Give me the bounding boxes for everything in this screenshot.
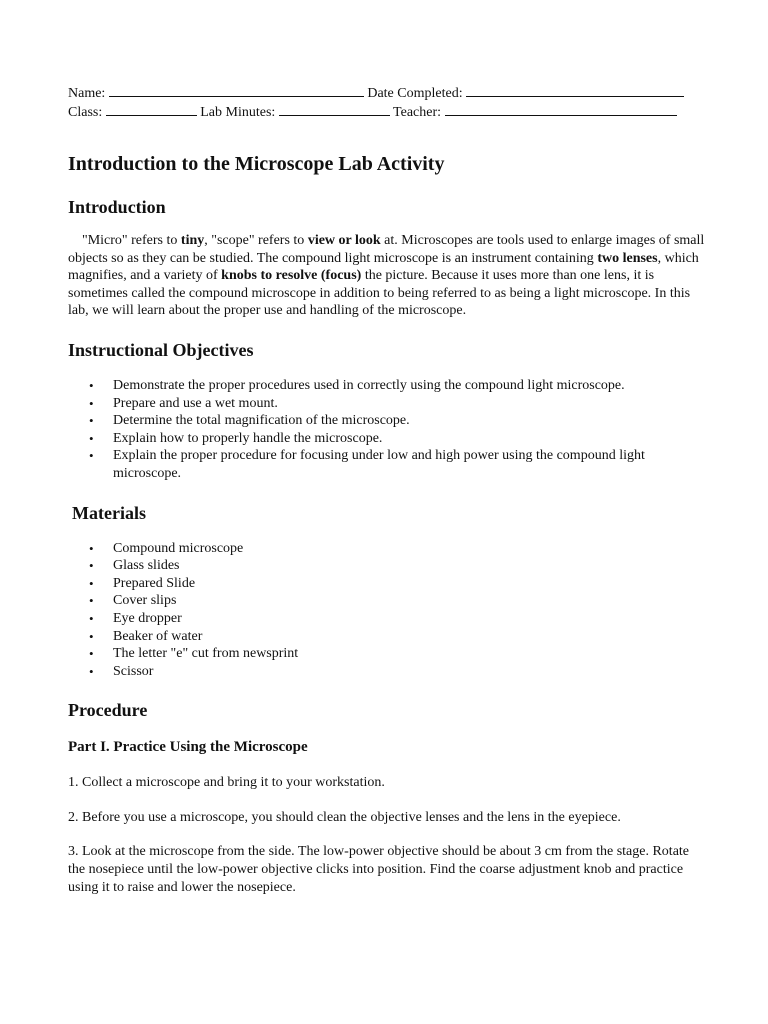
lab-minutes-label: Lab Minutes: [200, 105, 276, 120]
list-item: • Cover slips [68, 592, 708, 610]
list-item: • The letter "e" cut from newsprint [68, 645, 708, 663]
name-blank [109, 84, 364, 97]
introduction-heading: Introduction [68, 197, 166, 217]
procedure-step: 1. Collect a microscope and bring it to your workstation. [68, 775, 385, 791]
list-item: • Prepared Slide [68, 575, 708, 593]
class-label: Class: [68, 105, 103, 120]
header-line-1 [68, 84, 708, 103]
teacher-blank [445, 103, 677, 116]
part-1-heading: Part I. Practice Using the Microscope [68, 739, 308, 756]
list-item: • Scissor [68, 663, 708, 681]
teacher-label: Teacher: [393, 105, 442, 120]
list-item: • Explain the proper procedure for focusing under low and high power using the compound light microscope. [68, 447, 708, 482]
list-item: • Determine the total magnification of the microscope. [68, 412, 708, 430]
lab-minutes-blank [279, 103, 390, 116]
introduction-text-run: , which magnifies, and a variety of [68, 250, 699, 284]
introduction-bold-term: view or look [307, 233, 381, 248]
list-item: • Beaker of water [68, 628, 708, 646]
introduction-bold-term: tiny [180, 233, 205, 248]
document-content [68, 84, 708, 896]
introduction-bold-term: knobs to resolve (focus) [221, 268, 362, 284]
list-item: • Demonstrate the proper procedures used in correctly using the compound light microscope. [68, 377, 708, 395]
header-line-2 [68, 103, 708, 122]
list-item: • Explain how to properly handle the microscope. [68, 430, 708, 448]
introduction-text-run: at. Microscopes are tools used to enlarge images of small objects so as they can be studied. The compound light microscope is an instrument containing [68, 233, 705, 266]
name-label: Name: [68, 86, 106, 101]
objectives-list [68, 377, 708, 483]
date-completed-blank [466, 84, 684, 97]
objectives-heading: Instructional Objectives [68, 339, 254, 360]
materials-list [68, 540, 708, 681]
introduction-text-run: the picture. Because it uses more than one lens, it is sometimes called the compound microscope in addition to being referred to as being a light microscope. In this lab, we will learn about the proper use and handling of the microscope. [68, 268, 691, 319]
list-item: • Prepare and use a wet mount. [68, 395, 708, 413]
procedure-heading: Procedure [68, 700, 148, 721]
class-blank [106, 103, 197, 116]
list-item: • Eye dropper [68, 610, 708, 628]
page-title: Introduction to the Microscope Lab Activity [68, 153, 445, 175]
materials-heading: Materials [72, 502, 146, 523]
date-completed-label: Date Completed: [367, 86, 463, 101]
procedure-step: 3. Look at the microscope from the side. The low-power objective should be about 3 cm from the stage. Rotate the nosepiece until the low-power objective clicks into position. Find the coarse adjustment knob and practice using it to raise and lower the nosepiece. [68, 844, 690, 895]
introduction-bold-term: two lenses [597, 250, 658, 266]
introduction-text-run: , "scope" refers to [204, 233, 308, 248]
introduction-text-run: "Micro" refers to [82, 233, 181, 248]
list-item: • Glass slides [68, 557, 708, 575]
introduction-paragraph [68, 232, 708, 320]
procedure-step: 2. Before you use a microscope, you should clean the objective lenses and the lens in the eyepiece. [68, 809, 621, 825]
list-item: • Compound microscope [68, 540, 708, 558]
